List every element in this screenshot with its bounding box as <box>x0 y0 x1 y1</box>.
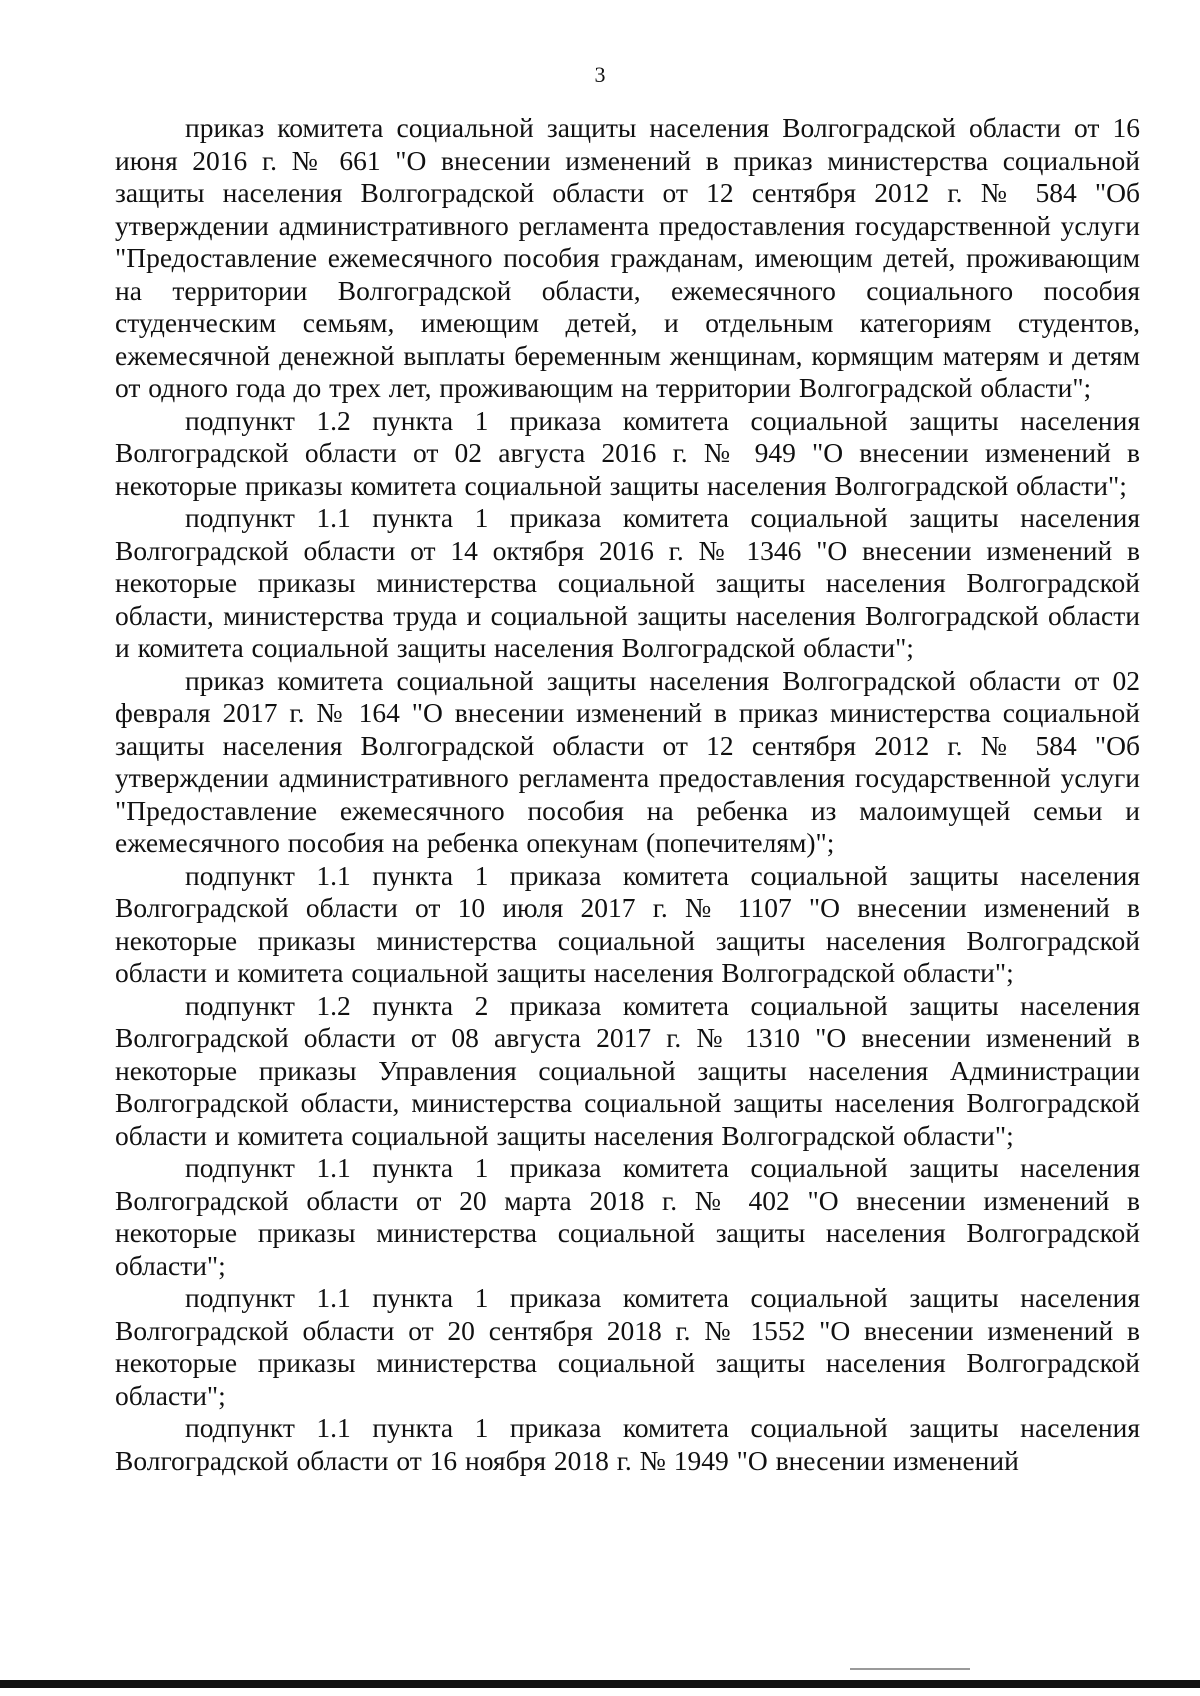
paragraph: подпункт 1.1 пункта 1 приказа комитета социальной защиты населения Волгоградской области от 20 марта 2018 г. № 402 "О внесении изменений в некоторые приказы министерства социальной защиты населения Волгоградской области"; <box>115 1152 1140 1281</box>
scan-edge-bar <box>0 1680 1200 1688</box>
document-body <box>115 112 1140 1477</box>
paragraph: подпункт 1.1 пункта 1 приказа комитета социальной защиты населения Волгоградской области от 16 ноября 2018 г. № 1949 "О внесении изменений <box>115 1412 1140 1476</box>
paragraph: подпункт 1.1 пункта 1 приказа комитета социальной защиты населения Волгоградской области от 14 октября 2016 г. № 1346 "О внесении изменений в некоторые приказы министерства социальной защиты населения Волгоградской области, министерства труда и социальной защиты населения Волгоградской области и комитета социальной защиты населения Волгоградской области"; <box>115 502 1140 663</box>
paragraph: приказ комитета социальной защиты населения Волгоградской области от 02 февраля 2017 г. № 164 "О внесении изменений в приказ министерства социальной защиты населения Волгоградской области от 12 сентября 2012 г. № 584 "Об утверждении административного регламента предоставления государственной услуги "Предоставление ежемесячного пособия на ребенка из малоимущей семьи и ежемесячного пособия на ребенка опекунам (попечителям)"; <box>115 664 1140 858</box>
scan-artifact-line <box>850 1668 970 1670</box>
paragraph: приказ комитета социальной защиты населения Волгоградской области от 16 июня 2016 г. № 661 "О внесении изменений в приказ министерства социальной защиты населения Волгоградской области от 12 сентября 2012 г. № 584 "Об утверждении административного регламента предоставления государственной услуги "Предоставление ежемесячного пособия гражданам, имеющим детей, проживающим на территории Волгоградской области, ежемесячного социального пособия студенческим семьям, имеющим детей, и отдельным категориям студентов, ежемесячной денежной выплаты беременным женщинам, кормящим матерям и детям от одного года до трех лет, проживающим на территории Волгоградской области"; <box>115 112 1140 403</box>
paragraph: подпункт 1.1 пункта 1 приказа комитета социальной защиты населения Волгоградской области от 10 июля 2017 г. № 1107 "О внесении изменений в некоторые приказы министерства социальной защиты населения Волгоградской области и комитета социальной защиты населения Волгоградской области"; <box>115 859 1140 988</box>
paragraph: подпункт 1.1 пункта 1 приказа комитета социальной защиты населения Волгоградской области от 20 сентября 2018 г. № 1552 "О внесении изменений в некоторые приказы министерства социальной защиты населения Волгоградской области"; <box>115 1282 1140 1411</box>
page-number: 3 <box>594 62 606 87</box>
paragraph: подпункт 1.2 пункта 1 приказа комитета социальной защиты населения Волгоградской области от 02 августа 2016 г. № 949 "О внесении изменений в некоторые приказы комитета социальной защиты населения Волгоградской области"; <box>115 404 1140 501</box>
paragraph: подпункт 1.2 пункта 2 приказа комитета социальной защиты населения Волгоградской области от 08 августа 2017 г. № 1310 "О внесении изменений в некоторые приказы Управления социальной защиты населения Администрации Волгоградской области, министерства социальной защиты населения Волгоградской области и комитета социальной защиты населения Волгоградской области"; <box>115 989 1140 1151</box>
